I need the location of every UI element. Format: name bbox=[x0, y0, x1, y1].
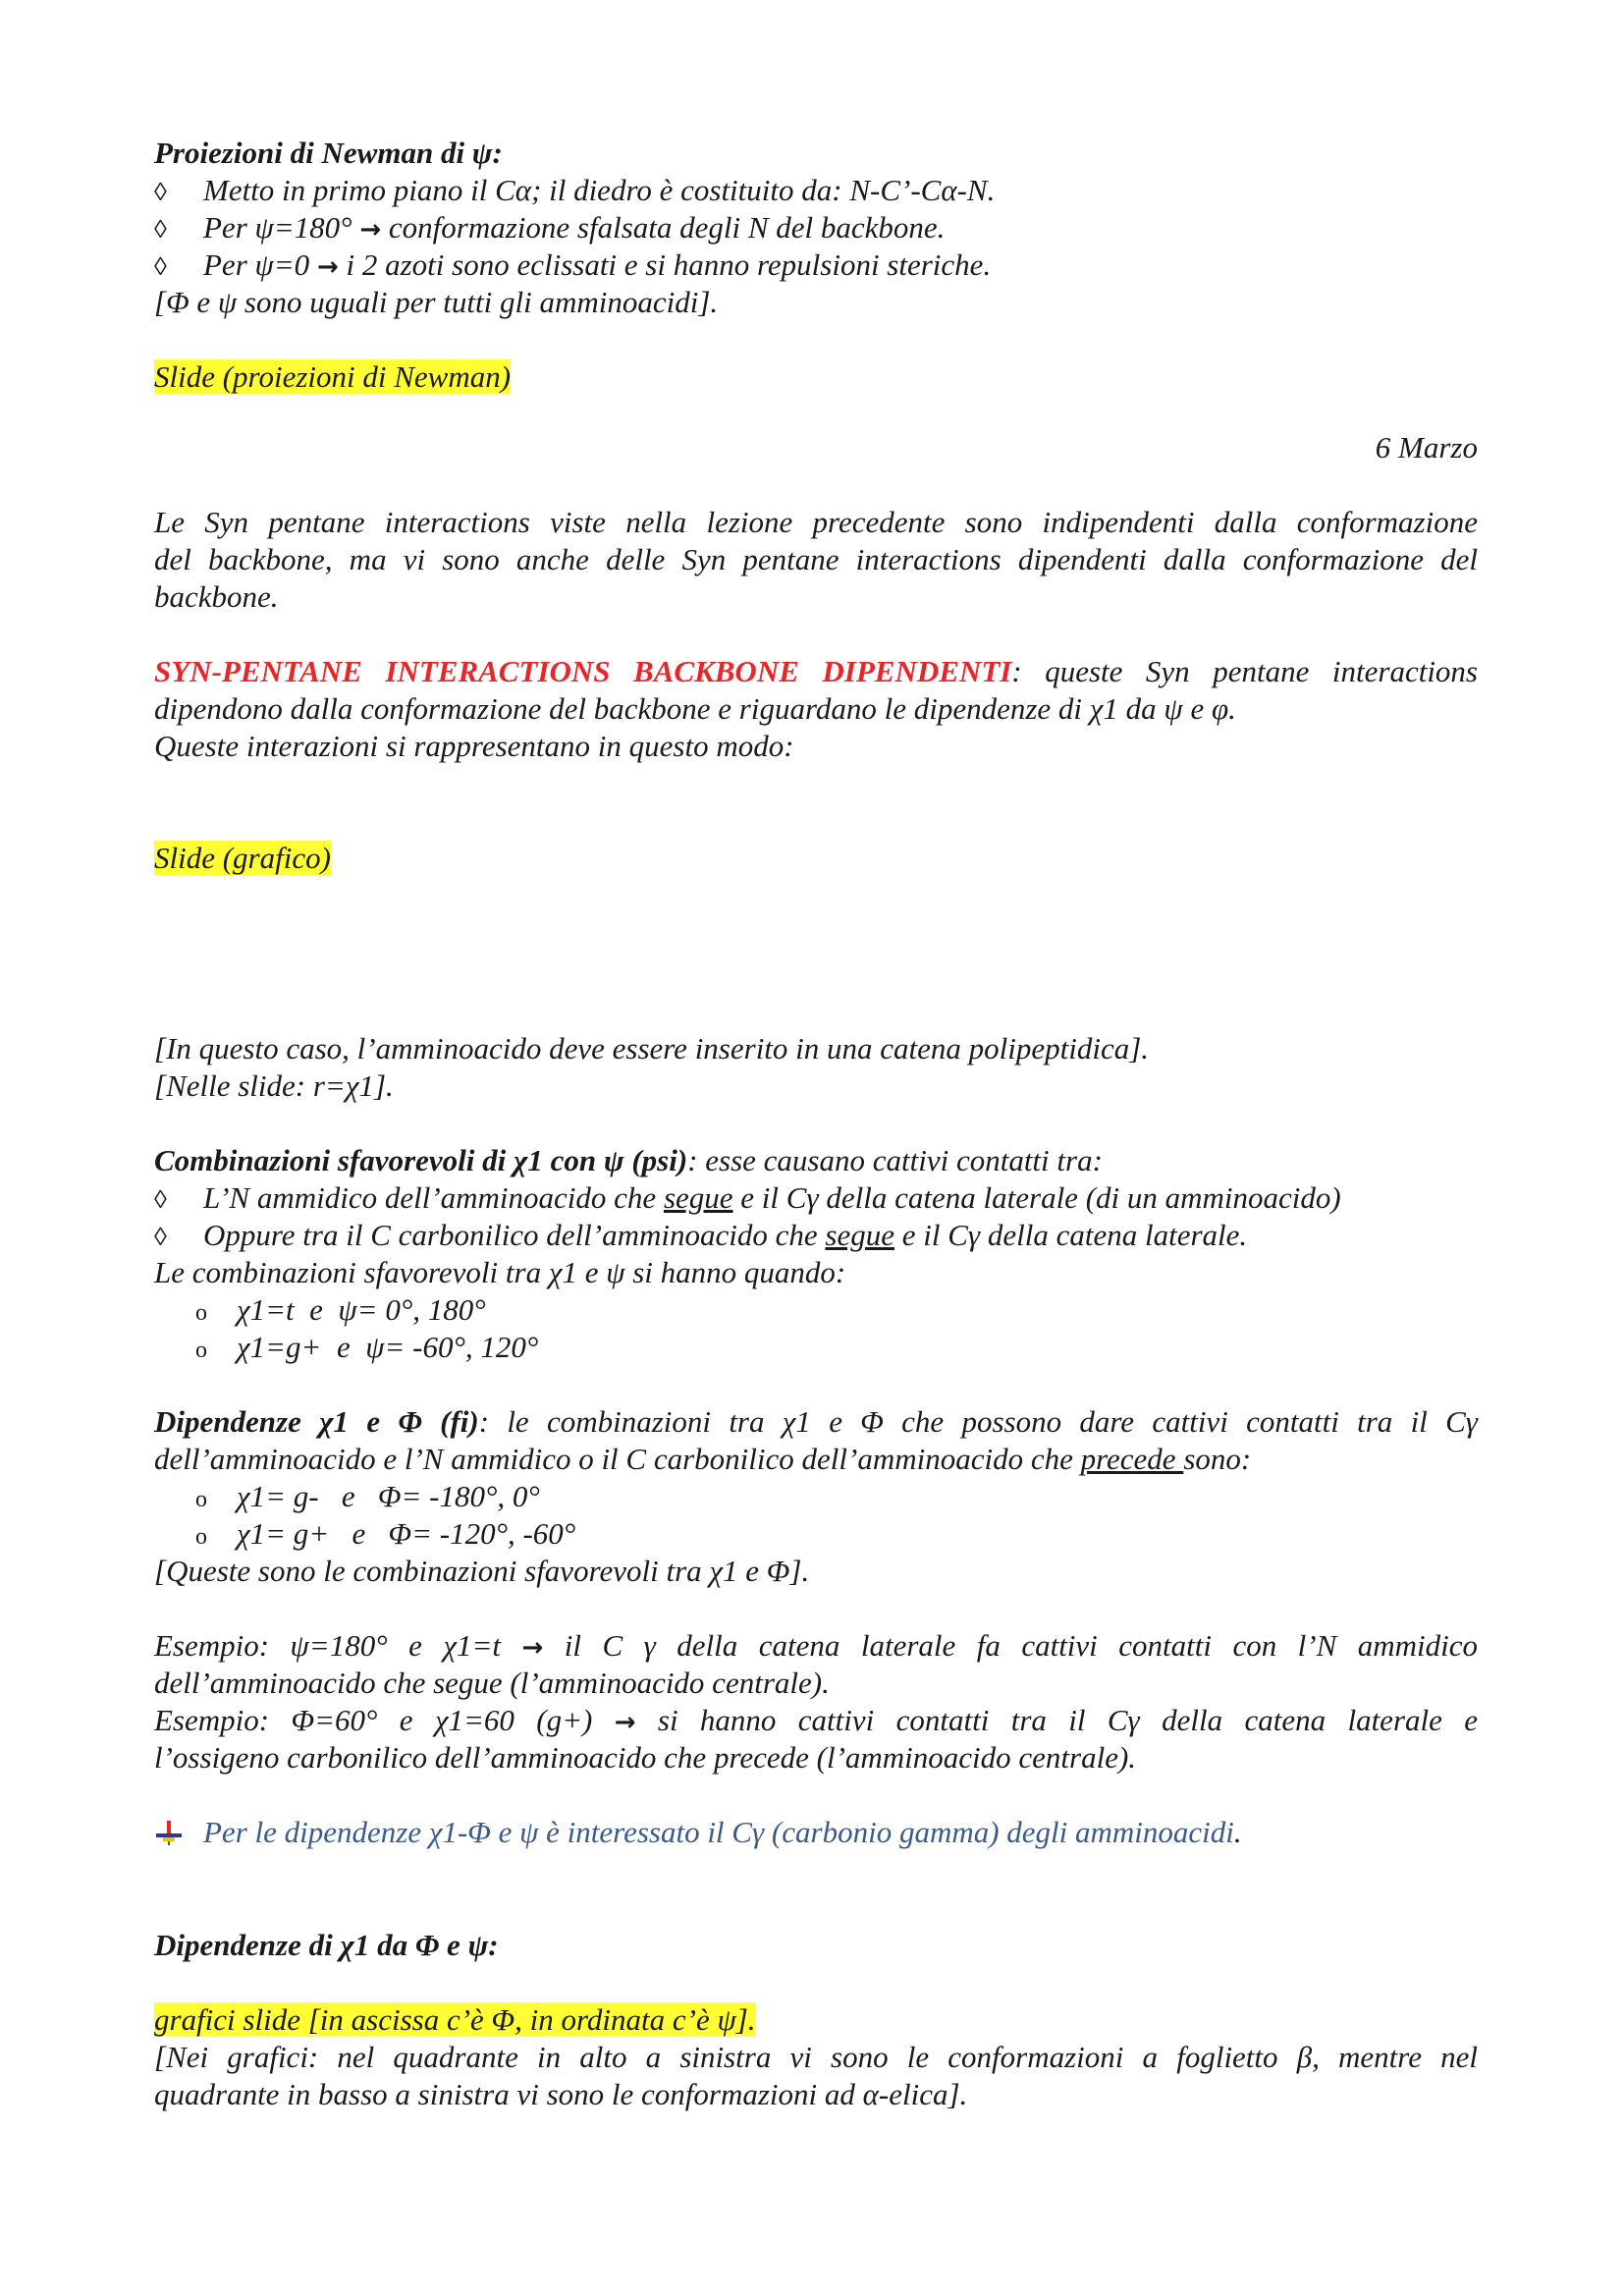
diamond-bullet: ◊ bbox=[154, 1223, 167, 1251]
phi-heading-line: Dipendenze χ1 e Φ (fi): le combinazioni tra χ1 e Φ che possono dare cattivi contatti tra il Cγ bbox=[154, 1404, 1478, 1439]
list-item: o χ1= g- e Φ= -180°, 0° bbox=[154, 1478, 1519, 1518]
example-line: Esempio: Φ=60° e χ1=60 (g+) → si hanno cattivi contatti tra il Cγ della catena laterale e bbox=[154, 1703, 1479, 1737]
paragraph-line: Le combinazioni sfavorevoli tra χ1 e ψ si hanno quando: bbox=[154, 1255, 846, 1289]
slide-highlight: grafici slide [in ascissa c’è Φ, in ordinata c’è ψ]. bbox=[154, 2002, 756, 2037]
example-line: dell’amminoacido che segue (l’amminoacido centrale). bbox=[154, 1666, 830, 1700]
circle-bullet: o bbox=[195, 1524, 207, 1550]
syn-dep-line: SYN-PENTANE INTERACTIONS BACKBONE DIPENDENTI: queste Syn pentane interactions bbox=[154, 654, 1478, 688]
list-item: ◊ L’N ammidico dell’amminoacido che segue e il Cγ della catena laterale (di un amminoacido) bbox=[154, 1179, 1478, 1219]
arrow-icon: → bbox=[359, 215, 382, 245]
arrow-icon: → bbox=[521, 1633, 544, 1663]
section-heading: Combinazioni sfavorevoli di χ1 con ψ (psi) bbox=[154, 1143, 688, 1177]
psi-heading-line: Combinazioni sfavorevoli di χ1 con ψ (psi): esse causano cattivi contatti tra: bbox=[154, 1143, 1103, 1177]
diamond-bullet: ◊ bbox=[154, 252, 167, 281]
paragraph-line: Le Syn pentane interactions viste nella lezione precedente sono indipendenti dalla conformazione bbox=[154, 505, 1478, 539]
section-heading: Dipendenze χ1 e Φ (fi) bbox=[154, 1404, 479, 1439]
paragraph-line: del backbone, ma vi sono anche delle Syn pentane interactions dipendenti dalla conformazione del bbox=[154, 542, 1478, 576]
circle-bullet: o bbox=[195, 1338, 207, 1363]
remark-text: Per le dipendenze χ1-Φ e ψ è interessato il Cγ (carbonio gamma) degli amminoacidi bbox=[203, 1815, 1234, 1849]
example-line: l’ossigeno carbonilico dell’amminoacido che precede (l’amminoacido centrale). bbox=[154, 1740, 1137, 1775]
note-line: [In questo caso, l’amminoacido deve essere inserito in una catena polipeptidica]. bbox=[154, 1031, 1150, 1066]
list-item: ◊ Per ψ=180° → conformazione sfalsata degli N del backbone. bbox=[154, 209, 1478, 248]
pushpin-icon bbox=[154, 1817, 203, 1854]
arrow-icon: → bbox=[316, 252, 339, 282]
note-line: [Queste sono le combinazioni sfavorevoli tra χ1 e Φ]. bbox=[154, 1554, 810, 1588]
paragraph-line: backbone. bbox=[154, 579, 279, 614]
note-line: [Nelle slide: r=χ1]. bbox=[154, 1068, 394, 1103]
list-item: ◊ Per ψ=0 → i 2 azoti sono eclissati e si hanno repulsioni steriche. bbox=[154, 246, 1478, 286]
list-item: ◊ Oppure tra il C carbonilico dell’amminoacido che segue e il Cγ della catena laterale. bbox=[154, 1217, 1478, 1256]
paragraph-line: quadrante in basso a sinistra vi sono le conformazioni ad α-elica]. bbox=[154, 2077, 968, 2111]
paragraph-line: dipendono dalla conformazione del backbone e riguardano le dipendenze di χ1 da ψ e φ. bbox=[154, 691, 1236, 726]
diamond-bullet: ◊ bbox=[154, 1185, 167, 1214]
list-item: o χ1=t e ψ= 0°, 180° bbox=[154, 1291, 1519, 1332]
arrow-icon: → bbox=[614, 1708, 636, 1737]
list-item: o χ1= g+ e Φ= -120°, -60° bbox=[154, 1515, 1519, 1556]
list-item: o χ1=g+ e ψ= -60°, 120° bbox=[154, 1329, 1519, 1369]
diamond-bullet: ◊ bbox=[154, 215, 167, 244]
list-item: ◊ Metto in primo piano il Cα; il diedro è costituito da: N-C’-Cα-N. bbox=[154, 172, 1478, 211]
slide-highlight: Slide (proiezioni di Newman) bbox=[154, 359, 512, 394]
newman-heading: Proiezioni di Newman di ψ: bbox=[154, 136, 503, 170]
diamond-bullet: ◊ bbox=[154, 178, 167, 206]
paragraph-line: [Nei grafici: nel quadrante in alto a sinistra vi sono le conformazioni a foglietto β, mentre nel bbox=[154, 2040, 1478, 2074]
dep2-heading: Dipendenze di χ1 da Φ e ψ: bbox=[154, 1928, 499, 1962]
paragraph-line: dell’amminoacido e l’N ammidico o il C carbonilico dell’amminoacido che precede sono: bbox=[154, 1442, 1252, 1476]
circle-bullet: o bbox=[195, 1300, 207, 1326]
date-label: 6 Marzo bbox=[1375, 430, 1478, 465]
remark-line: Per le dipendenze χ1-Φ e ψ è interessato il Cγ (carbonio gamma) degli amminoacidi. bbox=[154, 1814, 1478, 1854]
slide-highlight: Slide (grafico) bbox=[154, 841, 331, 875]
paragraph-line: Queste interazioni si rappresentano in questo modo: bbox=[154, 729, 794, 763]
newman-note: [Φ e ψ sono uguali per tutti gli amminoacidi]. bbox=[154, 285, 719, 319]
example-line: Esempio: ψ=180° e χ1=t → il C γ della catena laterale fa cattivi contatti con l’N ammidico bbox=[154, 1628, 1479, 1663]
circle-bullet: o bbox=[195, 1487, 207, 1512]
section-title-red: SYN-PENTANE INTERACTIONS BACKBONE DIPENDENTI bbox=[154, 654, 1012, 688]
